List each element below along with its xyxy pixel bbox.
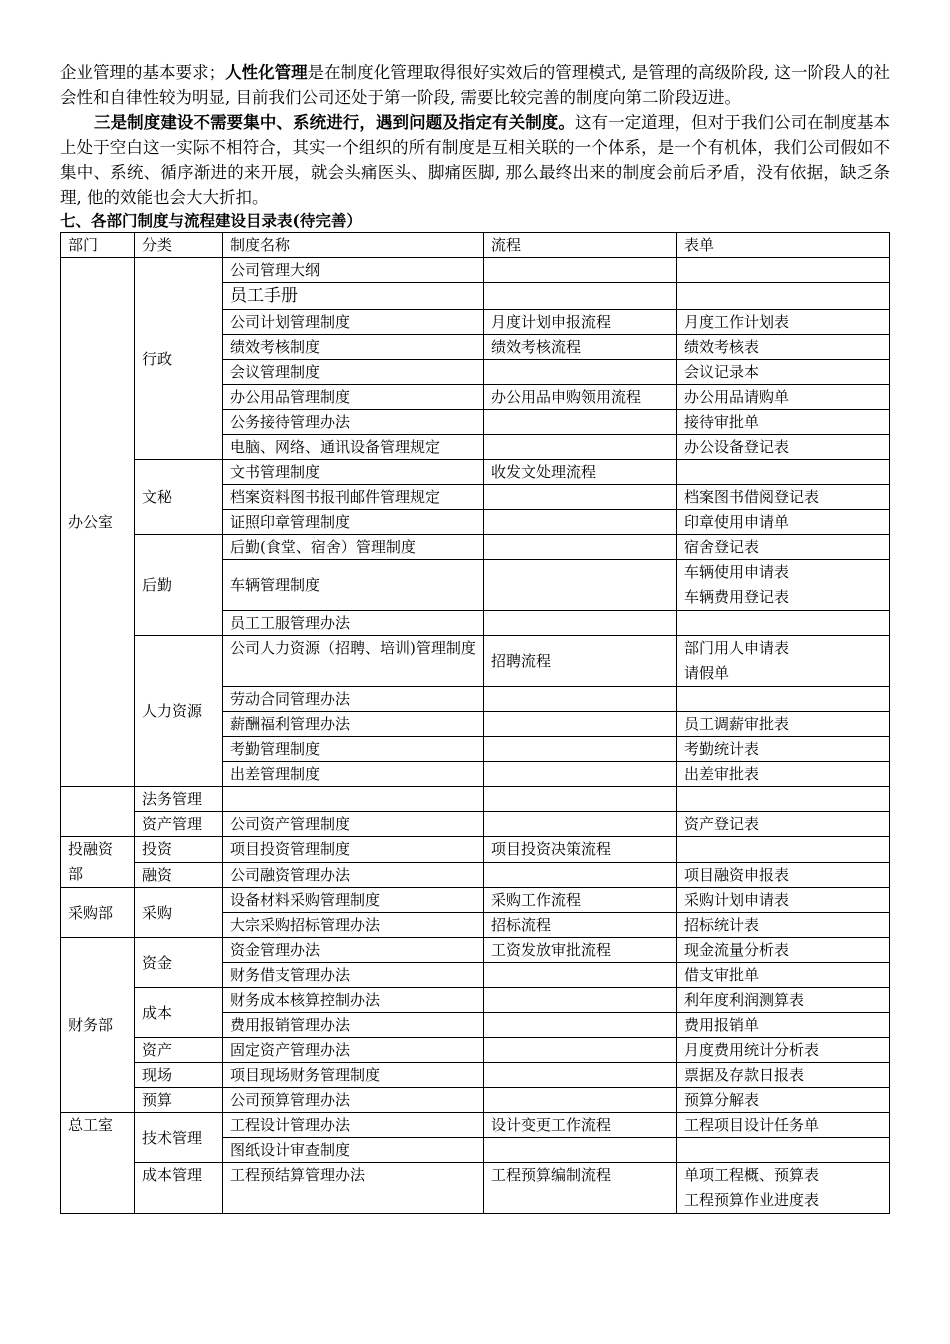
form-cell bbox=[677, 1138, 890, 1163]
form-cell bbox=[677, 787, 890, 812]
process-cell: 采购工作流程 bbox=[484, 888, 677, 913]
process-cell bbox=[484, 410, 677, 435]
form-cell: 会议记录本 bbox=[677, 360, 890, 385]
policy-cell: 费用报销管理办法 bbox=[223, 1013, 484, 1038]
policy-cell: 项目投资管理制度 bbox=[223, 837, 484, 863]
policy-cell: 公司融资管理办法 bbox=[223, 862, 484, 888]
policy-cell: 公司计划管理制度 bbox=[223, 310, 484, 335]
category-cell: 后勤 bbox=[135, 535, 223, 636]
table-row bbox=[61, 888, 890, 913]
category-cell: 现场 bbox=[135, 1063, 223, 1088]
header-cell: 部门 bbox=[61, 233, 135, 258]
form-cell: 印章使用申请单 bbox=[677, 510, 890, 535]
table-row bbox=[61, 535, 890, 560]
policy-cell: 考勤管理制度 bbox=[223, 737, 484, 762]
form-cell bbox=[677, 258, 890, 283]
header-cell: 表单 bbox=[677, 233, 890, 258]
form-cell: 预算分解表 bbox=[677, 1088, 890, 1113]
header-cell: 制度名称 bbox=[223, 233, 484, 258]
policy-cell: 公司人力资源（招聘、培训)管理制度 bbox=[223, 636, 484, 687]
table-row bbox=[61, 938, 890, 963]
category-cell: 采购 bbox=[135, 888, 223, 938]
section-title: 七、各部门制度与流程建设目录表(待完善） bbox=[60, 211, 362, 230]
category-cell: 资产 bbox=[135, 1038, 223, 1063]
form-cell: 档案图书借阅登记表 bbox=[677, 485, 890, 510]
form-cell: 现金流量分析表 bbox=[677, 938, 890, 963]
form-cell: 单项工程概、预算表 工程预算作业进度表 bbox=[677, 1163, 890, 1214]
process-cell: 收发文处理流程 bbox=[484, 460, 677, 485]
table-row bbox=[61, 1113, 890, 1138]
process-cell bbox=[484, 360, 677, 385]
form-cell: 办公用品请购单 bbox=[677, 385, 890, 410]
form-cell: 工程项目设计任务单 bbox=[677, 1113, 890, 1138]
policy-cell: 公司资产管理制度 bbox=[223, 812, 484, 837]
table-header-row bbox=[61, 233, 890, 258]
policy-cell: 资金管理办法 bbox=[223, 938, 484, 963]
process-cell: 办公用品申购领用流程 bbox=[484, 385, 677, 410]
form-cell bbox=[677, 283, 890, 310]
form-cell: 部门用人申请表 请假单 bbox=[677, 636, 890, 687]
policy-cell: 设备材料采购管理制度 bbox=[223, 888, 484, 913]
table-row bbox=[61, 837, 890, 863]
category-cell: 预算 bbox=[135, 1088, 223, 1113]
form-cell: 利年度利润测算表 bbox=[677, 988, 890, 1013]
form-cell bbox=[677, 687, 890, 712]
policy-cell: 文书管理制度 bbox=[223, 460, 484, 485]
process-cell bbox=[484, 988, 677, 1013]
policy-cell: 员工工服管理办法 bbox=[223, 611, 484, 636]
document-page bbox=[60, 60, 890, 1214]
form-cell: 采购计划申请表 bbox=[677, 888, 890, 913]
policy-cell: 固定资产管理办法 bbox=[223, 1038, 484, 1063]
form-cell: 接待审批单 bbox=[677, 410, 890, 435]
policy-cell: 工程预结算管理办法 bbox=[223, 1163, 484, 1214]
process-cell bbox=[484, 435, 677, 460]
form-cell: 月度费用统计分析表 bbox=[677, 1038, 890, 1063]
dept-cell: 投融资部 bbox=[61, 837, 135, 888]
bold-phrase: 三是制度建设不需要集中、系统进行，遇到问题及指定有关制度。 bbox=[94, 113, 575, 132]
process-cell: 招标流程 bbox=[484, 913, 677, 938]
header-cell: 流程 bbox=[484, 233, 677, 258]
category-cell: 融资 bbox=[135, 862, 223, 888]
process-cell bbox=[484, 963, 677, 988]
process-cell bbox=[484, 510, 677, 535]
form-cell: 车辆使用申请表 车辆费用登记表 bbox=[677, 560, 890, 611]
table-row bbox=[61, 988, 890, 1013]
policy-cell: 薪酬福利管理办法 bbox=[223, 712, 484, 737]
category-cell: 行政 bbox=[135, 258, 223, 460]
policy-cell: 大宗采购招标管理办法 bbox=[223, 913, 484, 938]
policy-cell: 车辆管理制度 bbox=[223, 560, 484, 611]
table-row bbox=[61, 812, 890, 837]
policy-cell: 公司预算管理办法 bbox=[223, 1088, 484, 1113]
table-row bbox=[61, 258, 890, 283]
form-cell: 宿舍登记表 bbox=[677, 535, 890, 560]
bold-phrase: 人性化管理 bbox=[225, 63, 308, 82]
form-cell: 办公设备登记表 bbox=[677, 435, 890, 460]
process-cell bbox=[484, 762, 677, 787]
form-cell bbox=[677, 837, 890, 863]
policy-cell: 档案资料图书报刊邮件管理规定 bbox=[223, 485, 484, 510]
policy-cell: 会议管理制度 bbox=[223, 360, 484, 385]
form-cell bbox=[677, 460, 890, 485]
form-cell: 月度工作计划表 bbox=[677, 310, 890, 335]
process-cell bbox=[484, 712, 677, 737]
policy-cell: 图纸设计审查制度 bbox=[223, 1138, 484, 1163]
process-cell bbox=[484, 560, 677, 611]
process-cell: 招聘流程 bbox=[484, 636, 677, 687]
table-row bbox=[61, 1088, 890, 1113]
dept-cell: 财务部 bbox=[61, 938, 135, 1113]
form-cell: 项目融资申报表 bbox=[677, 862, 890, 888]
process-cell: 月度计划申报流程 bbox=[484, 310, 677, 335]
category-cell: 技术管理 bbox=[135, 1113, 223, 1163]
dept-cell: 办公室 bbox=[61, 258, 135, 787]
form-cell: 出差审批表 bbox=[677, 762, 890, 787]
dept-cell: 总工室 bbox=[61, 1113, 135, 1214]
policy-cell: 公务接待管理办法 bbox=[223, 410, 484, 435]
table-row bbox=[61, 460, 890, 485]
process-cell bbox=[484, 283, 677, 310]
dept-cell bbox=[61, 787, 135, 837]
category-cell: 成本 bbox=[135, 988, 223, 1038]
process-cell bbox=[484, 737, 677, 762]
category-cell: 资产管理 bbox=[135, 812, 223, 837]
process-cell bbox=[484, 1088, 677, 1113]
process-cell bbox=[484, 862, 677, 888]
category-cell: 人力资源 bbox=[135, 636, 223, 787]
policy-cell: 劳动合同管理办法 bbox=[223, 687, 484, 712]
process-cell: 工资发放审批流程 bbox=[484, 938, 677, 963]
dept-cell: 采购部 bbox=[61, 888, 135, 938]
process-cell bbox=[484, 611, 677, 636]
category-cell: 资金 bbox=[135, 938, 223, 988]
policy-cell: 绩效考核制度 bbox=[223, 335, 484, 360]
process-cell: 设计变更工作流程 bbox=[484, 1113, 677, 1138]
policy-cell: 项目现场财务管理制度 bbox=[223, 1063, 484, 1088]
process-cell bbox=[484, 485, 677, 510]
process-cell bbox=[484, 535, 677, 560]
policy-cell: 公司管理大纲 bbox=[223, 258, 484, 283]
policy-cell: 办公用品管理制度 bbox=[223, 385, 484, 410]
policy-cell: 财务成本核算控制办法 bbox=[223, 988, 484, 1013]
form-cell: 考勤统计表 bbox=[677, 737, 890, 762]
category-cell: 法务管理 bbox=[135, 787, 223, 812]
intro-paragraph-2: 三是制度建设不需要集中、系统进行，遇到问题及指定有关制度。这有一定道理，但对于我们公司在制度基本上处于空白这一实际不相符合，其实一个组织的所有制度是互相关联的一个体系，是一个有机体，我们公司假如不集中、系统、循序渐进的来开展，就会头痛医头、脚痛医脚, 那么最终出来的制度会前后矛盾，没有依据，缺乏条理, 他的效能也会大大折扣。 bbox=[60, 113, 891, 207]
form-cell: 票据及存款日报表 bbox=[677, 1063, 890, 1088]
process-cell bbox=[484, 812, 677, 837]
form-cell: 绩效考核表 bbox=[677, 335, 890, 360]
form-cell: 费用报销单 bbox=[677, 1013, 890, 1038]
policy-cell: 员工手册 bbox=[223, 283, 484, 310]
policy-cell: 财务借支管理办法 bbox=[223, 963, 484, 988]
category-cell: 文秘 bbox=[135, 460, 223, 535]
header-cell: 分类 bbox=[135, 233, 223, 258]
form-cell: 招标统计表 bbox=[677, 913, 890, 938]
policy-cell: 工程设计管理办法 bbox=[223, 1113, 484, 1138]
process-cell: 绩效考核流程 bbox=[484, 335, 677, 360]
process-cell bbox=[484, 687, 677, 712]
form-cell bbox=[677, 611, 890, 636]
policy-cell bbox=[223, 787, 484, 812]
table-row bbox=[61, 1038, 890, 1063]
policy-cell: 证照印章管理制度 bbox=[223, 510, 484, 535]
process-cell bbox=[484, 787, 677, 812]
form-cell: 员工调薪审批表 bbox=[677, 712, 890, 737]
category-cell: 成本管理 bbox=[135, 1163, 223, 1214]
policy-cell: 出差管理制度 bbox=[223, 762, 484, 787]
process-cell bbox=[484, 1038, 677, 1063]
process-cell bbox=[484, 1138, 677, 1163]
intro-paragraph-1: 企业管理的基本要求；人性化管理是在制度化管理取得很好实效后的管理模式, 是管理的高级阶段, 这一阶段人的社会性和自律性较为明显, 目前我们公司还处于第一阶段, 需要比较完善的制度向第二阶段迈进。 bbox=[60, 63, 890, 107]
table-row bbox=[61, 636, 890, 687]
policy-cell: 后勤(食堂、宿舍）管理制度 bbox=[223, 535, 484, 560]
table-row bbox=[61, 787, 890, 812]
category-cell: 投资 bbox=[135, 837, 223, 863]
form-cell: 资产登记表 bbox=[677, 812, 890, 837]
policy-cell: 电脑、网络、通讯设备管理规定 bbox=[223, 435, 484, 460]
catalog-table bbox=[60, 232, 890, 1214]
process-cell bbox=[484, 1013, 677, 1038]
table-row bbox=[61, 1163, 890, 1214]
process-cell: 项目投资决策流程 bbox=[484, 837, 677, 863]
table-row bbox=[61, 1063, 890, 1088]
process-cell bbox=[484, 258, 677, 283]
table-row bbox=[61, 862, 890, 888]
process-cell: 工程预算编制流程 bbox=[484, 1163, 677, 1214]
process-cell bbox=[484, 1063, 677, 1088]
form-cell: 借支审批单 bbox=[677, 963, 890, 988]
